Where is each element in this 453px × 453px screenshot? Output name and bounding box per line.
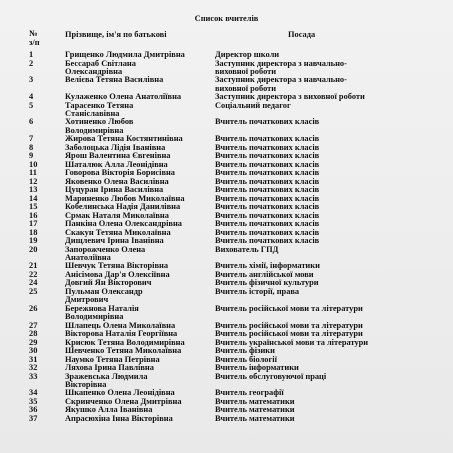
row-position-line: Вчитель фізичної культури	[215, 278, 319, 288]
row-number: 36	[29, 405, 38, 415]
row-number: 30	[29, 346, 38, 356]
row-name-line: Володимирівна	[65, 125, 124, 135]
row-name-line: Скакун Тетяна Миколаївна	[65, 227, 171, 237]
row-number: 25	[29, 286, 38, 296]
row-name-line: Говорова Вікторія Борисівна	[65, 168, 175, 178]
row-number: 27	[29, 320, 38, 330]
row-position	[215, 76, 425, 93]
row-position-line: виховної роботи	[215, 66, 277, 76]
row-name-line: Анатоліївна	[65, 253, 111, 263]
table-row	[0, 118, 453, 135]
row-number: 26	[29, 303, 38, 313]
row-position-line: Вчитель початкових класів	[215, 236, 320, 246]
row-position-line: Вчитель початкових класів	[215, 193, 320, 203]
row-number: 19	[29, 236, 38, 246]
row-position-line: Вчитель англійської мови	[215, 269, 314, 279]
row-position-line: Вчитель початкових класів	[215, 134, 320, 144]
row-name-line: Скринченко Олена Дмитрівна	[65, 396, 182, 406]
row-name	[65, 246, 213, 263]
row-name-line: Вікторівна	[65, 379, 107, 389]
row-name-line: Шлапець Олена Миколаївна	[65, 320, 176, 330]
row-position	[215, 118, 425, 126]
row-number: 8	[29, 142, 34, 152]
row-name	[65, 305, 213, 322]
row-name-line: Довгий Ян Вікторович	[65, 278, 152, 288]
row-name-line: Велієва Тетяна Василівна	[65, 75, 164, 85]
row-position-line: Вчитель початкових класів	[215, 168, 320, 178]
header-number-line1: №	[29, 29, 38, 38]
row-number: 24	[29, 278, 38, 288]
row-number: 3	[29, 75, 34, 85]
row-name-line: Дищлевич Ірина Іванівна	[65, 236, 164, 246]
row-name-line: Якушко Алла Іванівна	[65, 405, 153, 415]
row-name-line: Панкіна Олена Олександрівна	[65, 219, 182, 229]
row-position-line: Соціальний педагог	[215, 100, 291, 110]
row-position-line: Вчитель початкових класів	[215, 219, 320, 229]
row-name-line: Мариненко Любов Миколаївна	[65, 193, 185, 203]
row-name	[65, 76, 213, 84]
row-position-line: Вчитель російської мови та літератури	[215, 303, 363, 313]
row-name-line: Яковенко Олена Василівна	[65, 176, 169, 186]
row-name-line: Володимирівна	[65, 312, 124, 322]
table-row	[0, 288, 453, 305]
row-number: 37	[29, 413, 38, 423]
row-name-line: Шаталюк Алла Леонідівна	[65, 159, 168, 169]
row-position-line: Вчитель російської мови та літератури	[215, 320, 363, 330]
row-name	[65, 118, 213, 135]
row-position-line: Вчитель початкових класів	[215, 142, 320, 152]
row-name-line: Станіславівна	[65, 109, 120, 118]
row-position-line: Заступник директора з навчально-	[215, 75, 347, 85]
row-name	[65, 102, 213, 119]
row-name-line: Бессараб Світлана	[65, 58, 136, 68]
row-name-line: Цуцуран Ірина Василівна	[65, 185, 164, 195]
row-number: 5	[29, 100, 34, 110]
row-number: 32	[29, 363, 38, 373]
row-name	[65, 415, 213, 423]
row-number: 29	[29, 337, 38, 347]
row-number: 20	[29, 244, 38, 254]
row-name-line: Хотиненко Любов	[65, 117, 134, 127]
row-name	[65, 60, 213, 77]
row-position	[215, 305, 425, 313]
row-number: 6	[29, 117, 34, 127]
row-number: 33	[29, 371, 38, 381]
row-name-line: Зражевська Людмила	[65, 371, 148, 381]
row-name-line: Шкапенко Олена Леонідівна	[65, 388, 175, 398]
row-number: 4	[29, 92, 34, 102]
row-position	[215, 246, 425, 254]
row-position-line: Вчитель математики	[215, 405, 295, 415]
row-number: 12	[29, 176, 38, 186]
row-name-line: Грищенко Людмила Дмитрівна	[65, 50, 185, 59]
row-number: 11	[29, 168, 37, 178]
row-position-line: Вчитель інформатики	[215, 363, 299, 373]
row-name-line: Ляхова Ірина Павлівна	[65, 363, 154, 373]
row-name-line: Пульман Олександр	[65, 286, 143, 296]
row-name-line: Ярош Валентина Євгенівна	[65, 151, 171, 161]
row-number: 7	[29, 134, 34, 144]
row-name-line: Срмак Наталя Миколаївна	[65, 210, 169, 220]
row-position-line: Вчитель географії	[215, 388, 284, 398]
row-name-line: Запорожченко Олена	[65, 244, 146, 254]
row-position-line: Вчитель початкових класів	[215, 159, 320, 169]
table-header	[0, 30, 453, 50]
row-position-line: Вчитель біології	[215, 354, 277, 364]
row-name-line: Шевчук Тетяна Вікторівна	[65, 261, 169, 271]
row-position-line: Заступник директора з навчально-	[215, 58, 347, 68]
row-number: 31	[29, 354, 38, 364]
row-number: 17	[29, 219, 38, 229]
row-position	[215, 415, 425, 423]
row-position-line: Вчитель історії, права	[215, 286, 300, 296]
row-name-line: Тарасенко Тетяна	[65, 100, 134, 110]
row-position	[215, 373, 425, 381]
table-row	[0, 373, 453, 390]
row-position-line: Вчитель початкових класів	[215, 202, 320, 212]
row-number: 21	[29, 261, 38, 271]
row-position-line: Вчитель фізики	[215, 346, 275, 356]
row-number: 13	[29, 185, 38, 195]
table-row	[0, 76, 453, 93]
table-row	[0, 60, 453, 77]
row-name-line: Заболоцька Лідія Іванівна	[65, 142, 166, 152]
row-number: 15	[29, 202, 38, 212]
row-name-line: Апрасюхіна Інна Вікторівна	[65, 413, 173, 423]
row-position-line: Вчитель початкових класів	[215, 176, 320, 186]
row-name-line: Вікторова Наталія Георгіївна	[65, 329, 178, 339]
row-name-line: Кобелинська Надія Данилівна	[65, 202, 181, 212]
row-number: 22	[29, 269, 38, 279]
row-position-line: Вчитель початкових класів	[215, 151, 320, 161]
row-position-line: виховної роботи	[215, 83, 277, 93]
row-name-line: Дмитрович	[65, 295, 109, 305]
row-number: 1	[29, 50, 34, 59]
header-name: Прізвище, ім'я по батькові	[65, 30, 167, 39]
row-position-line: Вчитель початкових класів	[215, 227, 320, 237]
row-name-line: Наумко Тетяна Петрівна	[65, 354, 160, 364]
document-title: Список вчителів	[194, 14, 259, 23]
row-name	[65, 288, 213, 305]
row-number: 16	[29, 210, 38, 220]
row-number: 14	[29, 193, 38, 203]
row-name-line: Олександрівна	[65, 66, 123, 76]
row-name-line: Шевченко Тетяна Миколаївна	[65, 346, 182, 356]
row-position-line: Вчитель математики	[215, 396, 295, 406]
row-position-line: Вчитель хімії, інформатики	[215, 261, 320, 271]
header-position: Посада	[288, 30, 316, 39]
table-row	[0, 102, 453, 119]
row-position-line: Вихователь ГПД	[215, 244, 279, 254]
row-position-line: Вчитель початкових класів	[215, 117, 320, 127]
table-row	[0, 305, 453, 322]
row-number: 2	[29, 58, 34, 68]
row-number: 18	[29, 227, 38, 237]
row-position	[215, 102, 425, 110]
table-row	[0, 415, 453, 424]
row-name-line: Анісімова Дар'я Олексіївна	[65, 269, 170, 279]
row-position-line: Вчитель обслуговуючої праці	[215, 371, 327, 381]
row-name	[65, 373, 213, 390]
row-position-line: Вчитель початкових класів	[215, 210, 320, 220]
teachers-table	[0, 51, 453, 423]
header-number-line2: з/п	[29, 37, 40, 47]
row-position-line: Вчитель української мови та літератури	[215, 337, 369, 347]
row-position-line: Директор школи	[215, 50, 280, 59]
table-row	[0, 246, 453, 263]
row-name-line: Бережнова Наталія	[65, 303, 139, 313]
row-position	[215, 60, 425, 77]
row-number: 9	[29, 151, 34, 161]
row-name-line: Крисюк Тетяна Володимирівна	[65, 337, 185, 347]
header-number	[29, 30, 45, 47]
row-number: 34	[29, 388, 38, 398]
row-number: 35	[29, 396, 38, 406]
row-name-line: Кулаженко Олена Анатоліївна	[65, 92, 182, 102]
row-position	[215, 288, 425, 296]
row-name-line: Жирова Тетяна Костянтинівна	[65, 134, 183, 144]
row-number: 10	[29, 159, 38, 169]
row-position-line: Вчитель російської мови та літератури	[215, 329, 363, 339]
row-number: 28	[29, 329, 38, 339]
row-position-line: Вчитель математики	[215, 413, 295, 423]
row-position-line: Заступник директора з виховної роботи	[215, 92, 365, 102]
row-position-line: Вчитель початкових класів	[215, 185, 320, 195]
